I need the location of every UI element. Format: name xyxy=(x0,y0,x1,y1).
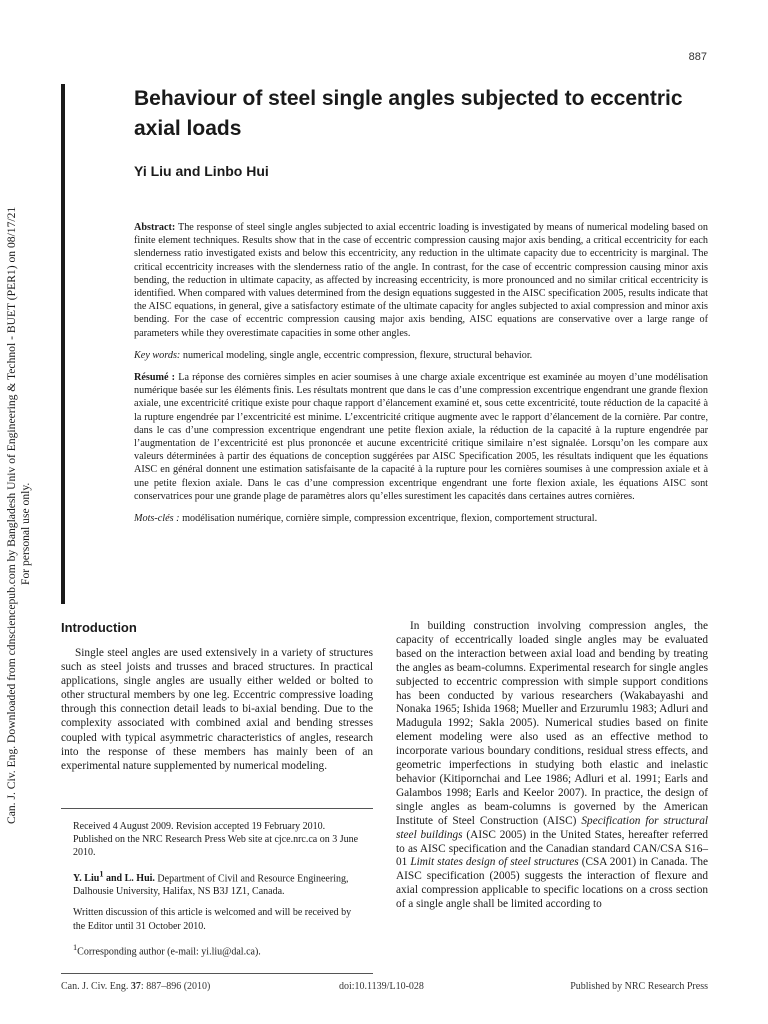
intro-paragraph: Single steel angles are used extensively in a variety of structures such as steel joists and trusses and braced structures. In practical applications, single angles are usually either welded or bolted to other structural members by one leg. Eccentric compressive loading through this connection detail leads to bi-axial bending. Due to the complexity associated with combined axial and bending stresses coupled with typical asymmetric characteristics of angles, research into the response of these members has mainly been of an experimental nature supplemented by numerical modeling. xyxy=(61,647,373,772)
received-note: Received 4 August 2009. Revision accepted 19 February 2010. Published on the NRC Research Press Web site at cjce.nrc.ca on 3 June 2010. xyxy=(73,821,359,859)
download-notice-line1: Can. J. Civ. Eng. Downloaded from cdnsciencepub.com by Bangladesh Univ of Engineering & Technol - BUET (PER1) on 08/17/21 xyxy=(5,206,18,824)
footer-citation xyxy=(61,981,210,992)
csa-standard-title: Limit states design of steel structures xyxy=(410,856,579,869)
footer-journal: Can. J. Civ. Eng. xyxy=(61,981,129,992)
right-text-part3: (CSA 2001) in Canada. The AISC specification (2005) suggests the interaction of flexure and axial compression applicable to specific locations on a cross section of a single angle shall be limited according to xyxy=(396,856,709,911)
download-notice-line2: For personal use only. xyxy=(19,482,32,585)
corresponding-author-note xyxy=(73,941,363,959)
footer-publisher: Published by NRC Research Press xyxy=(570,981,708,992)
discussion-note: Written discussion of this article is welcomed and will be received by the Editor until 31 October 2010. xyxy=(73,907,352,932)
abstract-block xyxy=(134,221,708,534)
left-column xyxy=(61,646,373,773)
download-notice xyxy=(0,0,32,824)
footer-doi: doi:10.1139/L10-028 xyxy=(339,981,424,992)
resume-label: Résumé : xyxy=(134,372,176,384)
aisc-spec-title: Specification for structural steel buildings xyxy=(396,814,709,841)
article-authors: Yi Liu and Linbo Hui xyxy=(134,163,269,179)
footer-pages: : 887–896 (2010) xyxy=(140,981,211,992)
right-column xyxy=(396,620,708,912)
abstract-label: Abstract: xyxy=(134,222,176,233)
right-column-paragraph xyxy=(396,620,708,912)
right-text-part2: (AISC 2005) in the United States, hereafter referred to as AISC specification and the Canadian standard CAN/CSA S16–01 xyxy=(396,828,708,869)
author-affiliation: Department of Civil and Resource Engineering, Dalhousie University, Halifax, NS B3J 1Z1, Canada. xyxy=(73,872,349,898)
keywords-paragraph xyxy=(134,349,708,362)
mots-cles-paragraph xyxy=(134,512,708,525)
author-affiliation-note xyxy=(73,868,363,899)
mots-cles-label: Mots-clés : xyxy=(134,513,180,525)
page-number: 887 xyxy=(688,51,707,63)
title-accent-bar xyxy=(61,84,65,604)
abstract-paragraph xyxy=(134,221,708,340)
keywords-label: Key words: xyxy=(134,349,181,361)
resume-paragraph xyxy=(134,371,708,503)
footnote-marker: 1 xyxy=(73,942,78,952)
author-name-liu: Y. Liu xyxy=(73,872,100,884)
footer-volume: 37 xyxy=(130,981,141,992)
corresponding-author-text: Corresponding author (e-mail: yi.liu@dal.ca). xyxy=(77,946,261,958)
keywords-text: numerical modeling, single angle, eccentric compression, flexure, structural behavior. xyxy=(182,349,533,361)
author-footnote-marker: 1 xyxy=(99,869,104,879)
right-text-part1: In building construction involving compression angles, the capacity of eccentrically loaded single angles may be evaluated based on the interaction between axial load and bending by treating the angles as beam-columns. Experimental research for single angles subjected to eccentric compression with simple support conditions has been conducted by various researchers (Wakabayashi and Nonaka 1965; Ishida 1968; Mueller and Erzurumlu 1983; Adluri and Madugula 1992; Sakla 2005). Numerical studies based on finite element modeling were also used as an effective method to incorporate various boundary conditions, residual stress effects, and geometric imperfections in studying both elastic and inelastic behavior (Kitipornchai and Lee 1986; Adluri et al. 1991; Earls and Galambos 1998; Earls and Keelor 2007). In practice, the design of single angles as beam-columns is governed by the American Institute of Steel Construction (AISC) xyxy=(396,620,708,827)
abstract-text: The response of steel single angles subjected to axial eccentric loading is investigated by means of numerical modeling based on finite element techniques. Results show that in the case of eccentric compression causing major axis bending, a critical eccentricity for each slenderness ratio investigated exists and below this eccentricity, any reduction in the ultimate capacity due to eccentricity is marginal. The critical eccentricity increases with the slenderness ratio of the angle. In contrast, for the case of eccentric compression causing minor axis bending, the reduction in ultimate capacity, as affected by increasing eccentricity, is more pronounced and no similar critical eccentricity is identified. When compared with values determined from the design equations suggested in the AISC specification 2005, results indicate that the AISC equations, in general, give a satisfactory estimate of the ultimate capacity for angles subjected to axial compression and minor axis bending. For the case of eccentric compression causing major axis bending, AISC equations are conservative over a large range of parameters while they overestimate capacities in some other angles. xyxy=(134,222,708,339)
mots-cles-text: modélisation numérique, cornière simple, compression excentrique, flexion, comportement structural. xyxy=(182,513,598,525)
article-title: Behaviour of steel single angles subjected to eccentric axial loads xyxy=(134,87,683,140)
section-heading-introduction: Introduction xyxy=(61,620,137,635)
article-notes-box xyxy=(61,808,373,974)
author-names xyxy=(73,869,155,884)
resume-text: La réponse des cornières simples en acier soumises à une charge axiale excentrique est examinée au moyen d’une modélisation numérique basée sur les éléments finis. Les résultats montrent que dans le cas d’une compression excentrique engendrant une grande flexion axiale, une excentricité critique existe pour chaque rapport d’élancement examiné et, sous cette excentricité, toute réduction de la capacité à la rupture engendrée par l’excentricité est minime. L’excentricité critique augmente avec le rapport d’élancement de la cornière. Par contre, dans le cas d’une compression excentrique engendrant une petite flexion axiale, la réduction de la capacité à la rupture engendrée par l’augmentation de l’excentricité est plus prononcée et aucune excentricité critique similaire n’est signalée. Lorsqu’on les compare aux valeurs déterminées à partir des équations de conception suggérées par AISC Specification 2005, les résultats indiquent que les équations AISC en général donnent une estimation satisfaisante de la capacité à la rupture pour les cornières soumises à une compression axiale et à une petite flexion axiale. Dans le cas d’une compression excentrique engendrant une forte flexion axiale, les équations AISC sont conservatrices pour une grande plage de paramètres alors qu’elles surestiment les capacités dans certaines autres cornières. xyxy=(134,372,708,502)
author-name-hui: and L. Hui. xyxy=(106,872,155,884)
